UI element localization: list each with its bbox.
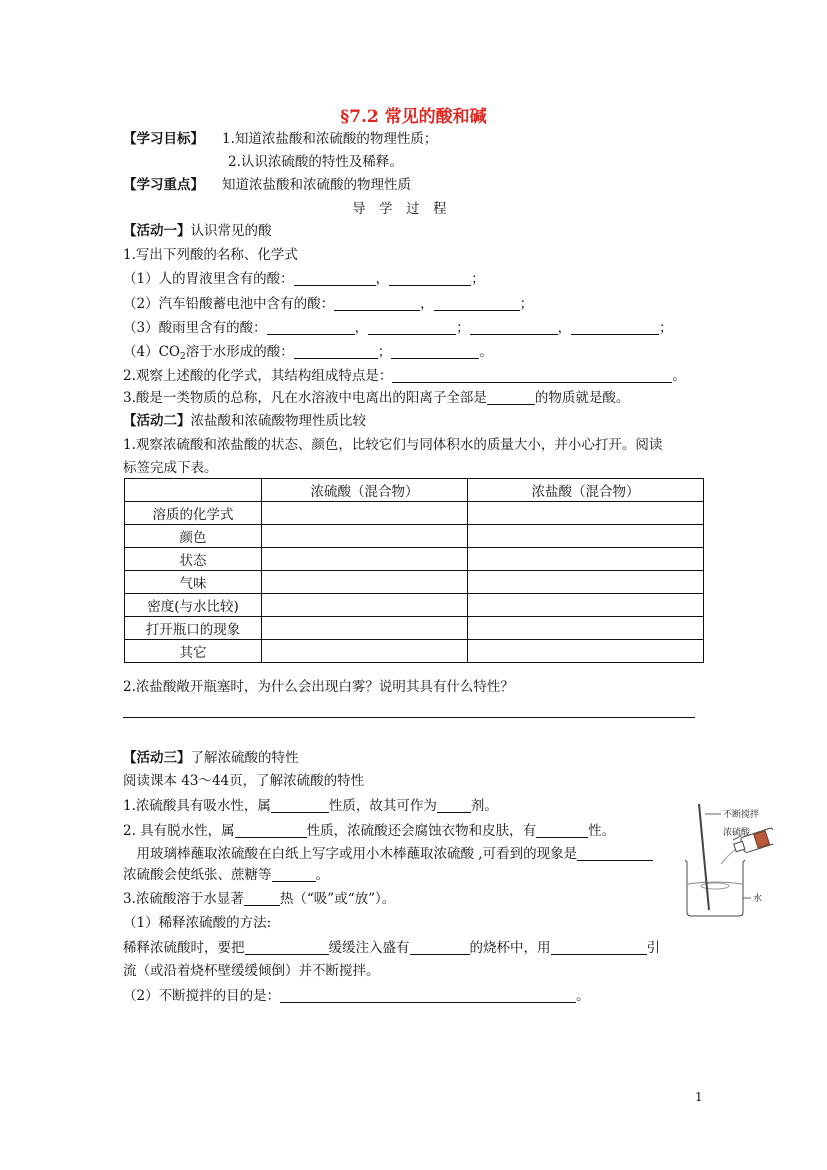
answer-cell[interactable] — [468, 502, 704, 525]
dil-a: 稀释浓硫酸时，要把 — [123, 940, 245, 956]
answer-blank[interactable] — [294, 271, 376, 286]
answer-blank[interactable] — [271, 798, 329, 813]
goal-item-1: 1.知道浓盐酸和浓硫酸的物理性质； — [222, 131, 438, 147]
activity3-q3 — [123, 890, 395, 908]
answer-cell[interactable] — [468, 640, 704, 663]
dilution-line2: 流（或沿着烧杯壁缓缓倾倒）并不断搅拌。 — [123, 963, 380, 979]
property-comparison-table — [124, 478, 704, 663]
answer-blank[interactable] — [245, 940, 329, 955]
q3-b: 热（“吸”或“放”）。 — [279, 891, 396, 907]
answer-blank[interactable] — [294, 344, 378, 359]
q3-pre: 3.酸是一类物质的总称，凡在水溶液中电离出的阳离子全部是 — [123, 390, 487, 406]
q1-c: 剂。 — [470, 798, 498, 814]
activity2-label: 【活动二】 — [123, 413, 191, 429]
activity1-q1: 1.写出下列酸的名称、化学式 — [123, 247, 298, 263]
answer-blank[interactable] — [368, 320, 456, 335]
answer-blank[interactable] — [267, 320, 355, 335]
figure-label-acid: 浓硫酸 — [723, 828, 751, 838]
table-row — [125, 548, 704, 571]
answer-blank[interactable] — [235, 823, 307, 838]
activity3-q1 — [123, 797, 498, 815]
table-header-cell — [125, 479, 262, 502]
activity3-intro: 阅读课本 43～44页，了解浓硫酸的特性 — [123, 773, 365, 789]
goals-label: 【学习目标】 — [123, 131, 204, 147]
goals-line-1 — [123, 130, 437, 148]
activity1-header — [123, 222, 272, 240]
activity2-q2: 2.浓盐酸敞开瓶塞时，为什么会出现白雾？说明其具有什么特性？ — [123, 679, 514, 695]
answer-blank[interactable] — [536, 823, 588, 838]
dil-c: 的烧杯中，用 — [469, 940, 551, 956]
answer-blank[interactable] — [437, 798, 471, 813]
dilution-line1 — [123, 939, 660, 957]
q3-a: 3.浓硫酸溶于水显著 — [123, 891, 244, 907]
focus-text: 知道浓盐酸和浓硫酸的物理性质 — [222, 177, 411, 193]
table-row — [125, 525, 704, 548]
answer-blank[interactable] — [272, 867, 316, 882]
page-number: 1 — [695, 1090, 703, 1104]
answer-blank[interactable] — [334, 296, 420, 311]
answer-blank[interactable] — [410, 940, 470, 955]
q1-4-sub: 2 — [180, 352, 186, 362]
table-header-cell: 浓盐酸（混合物） — [468, 479, 704, 502]
table-header-row — [125, 479, 704, 502]
table-header-cell: 浓硫酸（混合物） — [262, 479, 468, 502]
row-label: 密度(与水比较) — [125, 594, 262, 617]
figure-label-stir: 不断搅拌 — [723, 810, 760, 820]
table-row — [125, 617, 704, 640]
q1-a: 1.浓硫酸具有吸水性，属 — [123, 798, 271, 814]
dil-b: 缓缓注入盛有 — [328, 940, 410, 956]
q3-post: 的物质就是酸。 — [534, 390, 630, 406]
answer-blank[interactable] — [551, 940, 647, 955]
dilution-figure — [681, 800, 773, 920]
beaker-icon — [685, 860, 745, 916]
table-row — [125, 502, 704, 525]
answer-cell[interactable] — [468, 617, 704, 640]
answer-cell[interactable] — [262, 640, 468, 663]
q2-c: 性。 — [588, 823, 616, 839]
q2-a: 2. 具有脱水性，属 — [123, 823, 235, 839]
guide-heading: 导 学 过 程 — [352, 201, 447, 217]
q2-line3-b: 。 — [315, 867, 329, 883]
q1-b: 性质，故其可作为 — [328, 798, 437, 814]
activity3-header — [123, 749, 299, 767]
q1-3-text: （3）酸雨里含有的酸： — [123, 320, 267, 336]
row-label: 颜色 — [125, 525, 262, 548]
dilution-title: （1）稀释浓硫酸的方法: — [123, 915, 272, 931]
focus-label: 【学习重点】 — [123, 177, 204, 193]
table-row — [125, 571, 704, 594]
figure-label-water: 水 — [753, 894, 763, 904]
activity1-label: 【活动一】 — [123, 223, 191, 239]
answer-blank[interactable] — [280, 988, 576, 1003]
activity2-title: 浓盐酸和浓硫酸物理性质比较 — [190, 413, 366, 429]
activity2-q1-line2: 标签完成下表。 — [123, 460, 218, 476]
activity1-q1-4: $(4)CO_2$溶于水形成的酸： ； 。 — [123, 344, 493, 362]
answer-cell[interactable] — [262, 594, 468, 617]
activity2-q1-line1: 1.观察浓硫酸和浓盐酸的状态、颜色，比较它们与同体积水的质量大小，并小心打开。阅读 — [123, 437, 663, 453]
answer-blank[interactable] — [389, 271, 471, 286]
row-label: 其它 — [125, 640, 262, 663]
q2-line2-text: 用玻璃棒蘸取浓硫酸在白纸上写字或用小木棒蘸取浓硫酸 ,可看到的现象是 — [123, 846, 578, 862]
answer-blank[interactable] — [571, 320, 659, 335]
activity1-q3 — [123, 389, 629, 407]
answer-cell[interactable] — [262, 548, 468, 571]
answer-line[interactable] — [123, 717, 695, 718]
answer-blank[interactable] — [577, 846, 653, 861]
answer-blank[interactable] — [392, 368, 672, 383]
answer-blank[interactable] — [434, 296, 520, 311]
stir-a: （2）不断搅拌的目的是： — [123, 988, 281, 1004]
answer-blank[interactable] — [244, 891, 280, 906]
glass-rod-icon — [699, 804, 709, 910]
q1-2-text: （2）汽车铅酸蓄电池中含有的酸： — [123, 296, 335, 312]
answer-cell[interactable] — [468, 594, 704, 617]
answer-blank[interactable] — [391, 344, 479, 359]
activity3-label: 【活动三】 — [123, 750, 191, 766]
q1-4-pre: （4）CO — [123, 344, 180, 360]
answer-cell[interactable] — [262, 617, 468, 640]
activity2-header — [123, 412, 366, 430]
answer-cell[interactable] — [468, 548, 704, 571]
activity1-q2: 2.观察上述酸的化学式，其结构组成特点是： 。 — [123, 368, 686, 384]
answer-blank[interactable] — [470, 320, 558, 335]
answer-cell[interactable] — [262, 525, 468, 548]
activity1-q1-3: （3）酸雨里含有的酸： ， ； ， ； — [123, 320, 673, 336]
goal-item-2: 2.认识浓硫酸的特性及稀释。 — [228, 154, 403, 170]
activity3-q2 — [123, 822, 615, 840]
table-row — [125, 594, 704, 617]
answer-cell[interactable] — [468, 571, 704, 594]
row-label: 气味 — [125, 571, 262, 594]
answer-cell[interactable] — [262, 502, 468, 525]
table-row — [125, 640, 704, 663]
answer-cell[interactable] — [262, 571, 468, 594]
dil-d: 引 — [646, 940, 660, 956]
q1-1-text: （1）人的胃液里含有的酸： — [123, 271, 294, 287]
q2-text: 2.观察上述酸的化学式，其结构组成特点是： — [123, 368, 393, 384]
activity3-q2-line3 — [123, 866, 329, 884]
activity1-q1-1: （1）人的胃液里含有的酸： ， ； — [123, 271, 485, 287]
row-label: 打开瓶口的现象 — [125, 617, 262, 640]
answer-cell[interactable] — [468, 525, 704, 548]
row-label: 状态 — [125, 548, 262, 571]
q2-b: 性质，浓硫酸还会腐蚀衣物和皮肤，有 — [306, 823, 537, 839]
page-title: §7.2 常见的酸和碱 — [340, 107, 487, 127]
q2-line3-a: 浓硫酸会使纸张、蔗糖等 — [123, 867, 272, 883]
activity3-q2-line2 — [123, 845, 653, 863]
focus-line — [123, 176, 411, 194]
activity1-title: 认识常见的酸 — [190, 223, 272, 239]
stir-b: 。 — [576, 988, 590, 1004]
activity3-title: 了解浓硫酸的特性 — [190, 750, 299, 766]
activity1-q1-2: （2）汽车铅酸蓄电池中含有的酸： ， ； — [123, 296, 534, 312]
row-label: 溶质的化学式 — [125, 502, 262, 525]
stirring-purpose — [123, 987, 590, 1005]
answer-blank[interactable] — [487, 390, 535, 405]
q1-4-post: 溶于水形成的酸： — [185, 344, 294, 360]
